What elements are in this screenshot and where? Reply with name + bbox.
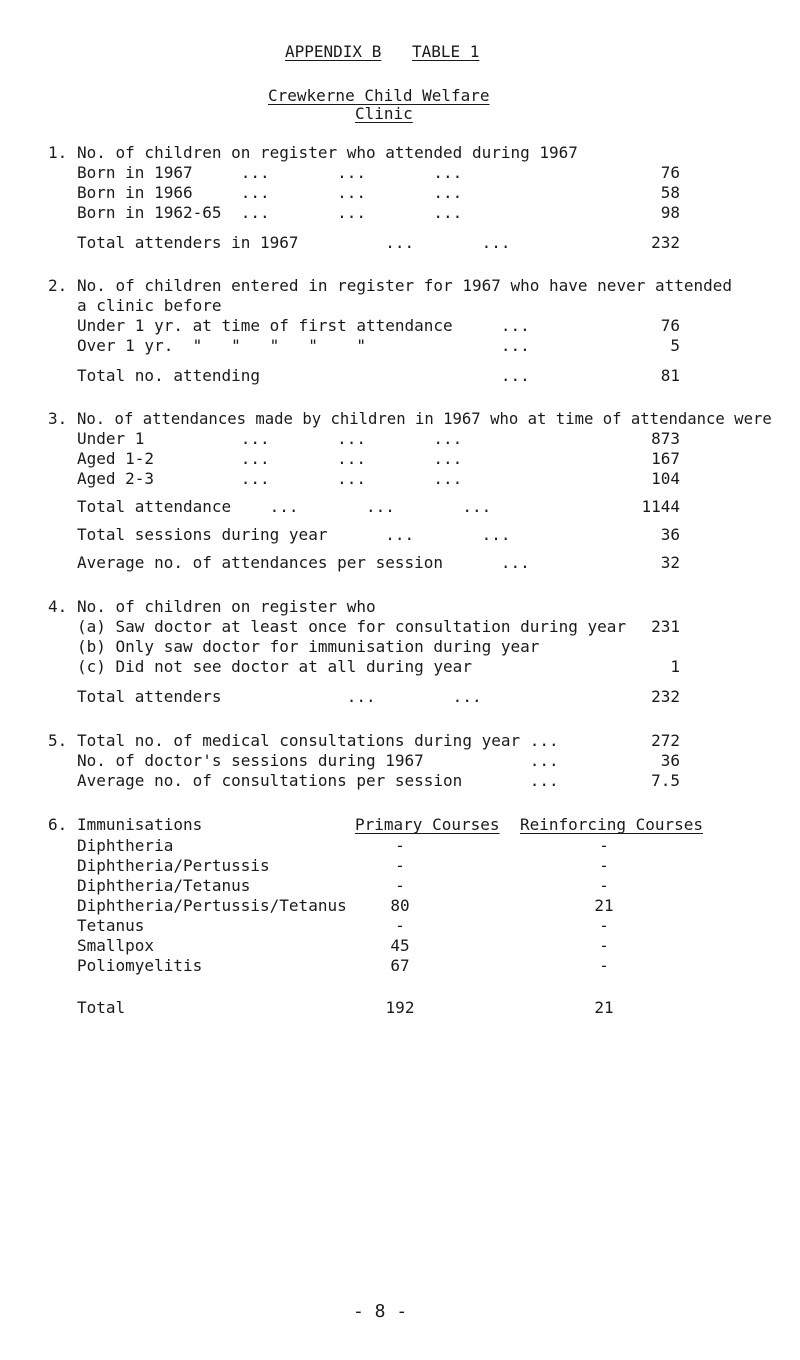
appendix-label: APPENDIX B (285, 42, 382, 61)
s3-row-label: Aged 1-2 ... ... ... (77, 449, 463, 468)
section-4-heading: No. of children on register who (77, 597, 376, 616)
s1-row-value: 98 (660, 203, 680, 222)
s4-item-a-value: 231 (651, 617, 680, 636)
page-subtitle: Clinic (355, 104, 413, 123)
immunisation-name: Tetanus (77, 916, 145, 935)
section-1-number: 1. (48, 143, 68, 162)
s5-row-value: 272 (651, 731, 680, 750)
immunisation-name: Diphtheria (77, 836, 174, 855)
immunisation-name: Poliomyelitis (77, 956, 203, 975)
immunisation-reinforcing: - (599, 916, 609, 935)
s1-total-value: 232 (651, 233, 680, 252)
s1-row-label: Born in 1962-65 ... ... ... (77, 203, 463, 222)
immunisation-primary: - (395, 856, 405, 875)
s3-row-label: Under 1 ... ... ... (77, 429, 463, 448)
s2-row-label: Under 1 yr. at time of first attendance ... (77, 316, 530, 335)
immunisation-name: Diphtheria/Pertussis (77, 856, 270, 875)
immunisation-reinforcing: - (599, 936, 609, 955)
s1-row-value: 58 (660, 183, 680, 202)
s3-sessions-label: Total sessions during year ... ... (77, 525, 511, 544)
s5-row-label: Average no. of consultations per session ... (77, 771, 559, 790)
section-1-heading: No. of children on register who attended during 1967 (77, 143, 578, 162)
s3-row-label: Aged 2-3 ... ... ... (77, 469, 463, 488)
s5-row-label: Total no. of medical consultations during year ... (77, 731, 559, 750)
s3-total-attendance-value: 1144 (641, 497, 680, 516)
s3-row-value: 873 (651, 429, 680, 448)
col-header-reinforcing: Reinforcing Courses (520, 815, 704, 834)
immunisation-total-reinforcing: 21 (594, 998, 614, 1017)
s2-row-label: Over 1 yr. " " " " " ... (77, 336, 530, 355)
s2-row-value: 5 (670, 336, 680, 355)
s5-row-label: No. of doctor's sessions during 1967 ... (77, 751, 559, 770)
immunisation-primary: - (395, 836, 405, 855)
s3-average-value: 32 (660, 553, 680, 572)
s1-total-label: Total attenders in 1967 ... ... (77, 233, 511, 252)
s4-item-b-label: (b) Only saw doctor for immunisation during year (77, 637, 540, 656)
immunisation-primary: 45 (390, 936, 410, 955)
s2-row-value: 76 (660, 316, 680, 335)
immunisation-total-label: Total (77, 998, 126, 1017)
immunisation-primary: 80 (390, 896, 410, 915)
section-6-heading: Immunisations (77, 815, 203, 834)
s1-row-value: 76 (660, 163, 680, 182)
immunisation-name: Diphtheria/Pertussis/Tetanus (77, 896, 347, 915)
page-title: Crewkerne Child Welfare (268, 86, 490, 105)
s4-total-value: 232 (651, 687, 680, 706)
immunisation-reinforcing: - (599, 876, 609, 895)
page-number: - 8 - (353, 1301, 408, 1322)
col-header-primary: Primary Courses (355, 815, 500, 834)
section-2-heading: No. of children entered in register for 1967 who have never attended (77, 276, 733, 295)
s2-total-value: 81 (660, 366, 680, 385)
section-6-number: 6. (48, 815, 68, 834)
s5-row-value: 7.5 (651, 771, 680, 790)
immunisation-name: Smallpox (77, 936, 155, 955)
immunisation-reinforcing: - (599, 956, 609, 975)
s3-row-value: 104 (651, 469, 680, 488)
section-2-number: 2. (48, 276, 68, 295)
section-4-number: 4. (48, 597, 68, 616)
section-5-number: 5. (48, 731, 68, 750)
s3-average-label: Average no. of attendances per session ... (77, 553, 530, 572)
section-3-heading: No. of attendances made by children in 1967 who at time of attendance were (77, 410, 772, 428)
s3-row-value: 167 (651, 449, 680, 468)
s4-item-a-label: (a) Saw doctor at least once for consultation during year (77, 617, 627, 636)
s5-row-value: 36 (660, 751, 680, 770)
s1-row-label: Born in 1967 ... ... ... (77, 163, 463, 182)
immunisation-primary: - (395, 876, 405, 895)
immunisation-primary: - (395, 916, 405, 935)
s2-total-label: Total no. attending ... (77, 366, 530, 385)
s3-total-attendance-label: Total attendance ... ... ... (77, 497, 492, 516)
section-2-heading-cont: a clinic before (77, 296, 222, 315)
s3-sessions-value: 36 (660, 525, 680, 544)
s4-total-label: Total attenders ... ... (77, 687, 482, 706)
immunisation-total-primary: 192 (385, 998, 415, 1017)
immunisation-reinforcing: - (599, 856, 609, 875)
table-label: TABLE 1 (412, 42, 480, 61)
section-3-number: 3. (48, 409, 68, 428)
s4-item-c-label: (c) Did not see doctor at all during year (77, 657, 472, 676)
immunisation-name: Diphtheria/Tetanus (77, 876, 251, 895)
immunisation-reinforcing: 21 (594, 896, 614, 915)
s4-item-c-value: 1 (670, 657, 680, 676)
s1-row-label: Born in 1966 ... ... ... (77, 183, 463, 202)
immunisation-reinforcing: - (599, 836, 609, 855)
immunisation-primary: 67 (390, 956, 410, 975)
